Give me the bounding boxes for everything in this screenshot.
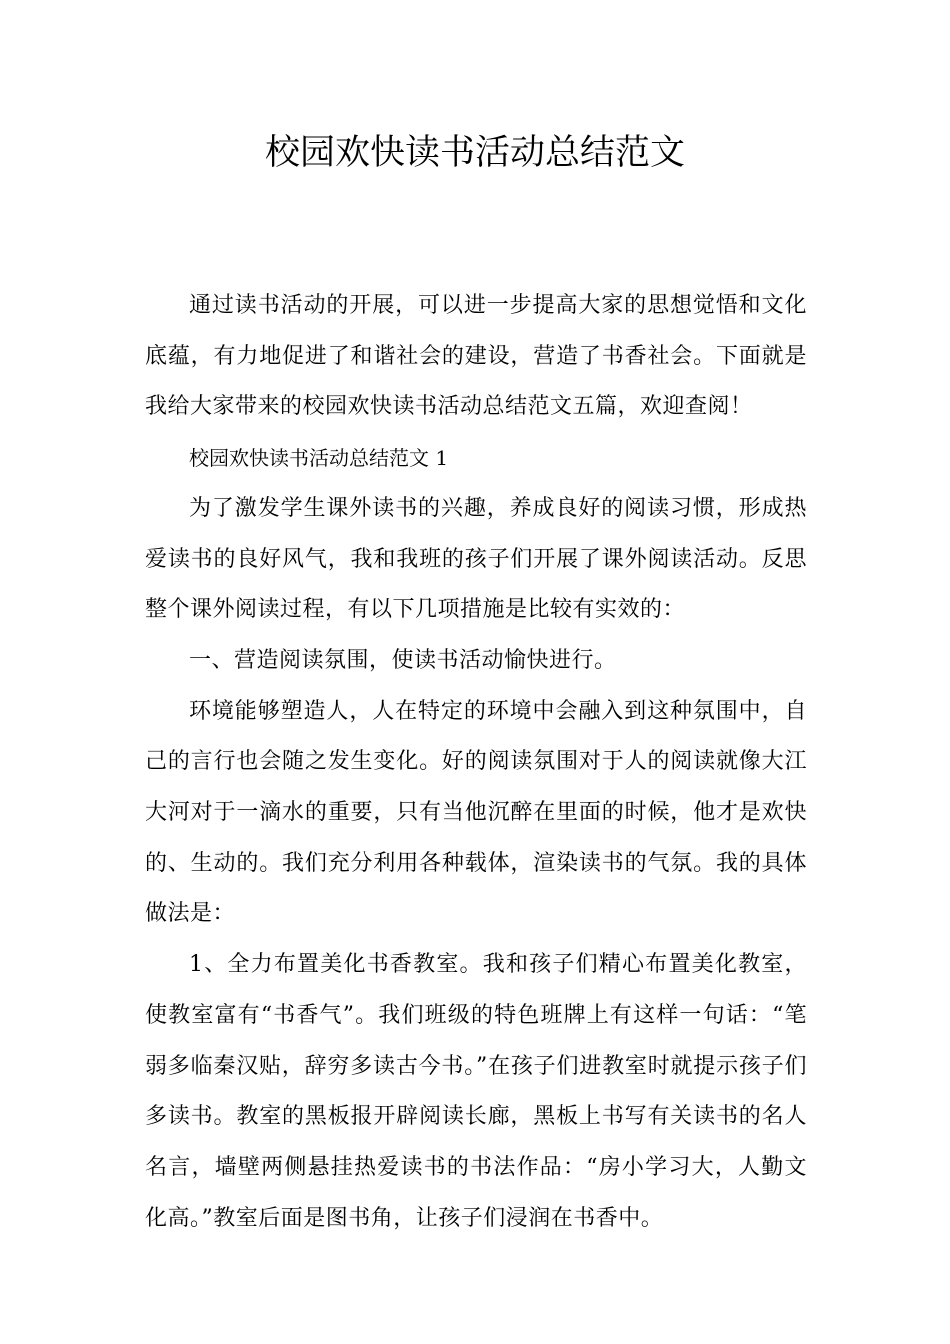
body-paragraph: 环境能够塑造人，人在特定的环境中会融入到这种氛围中，自己的言行也会随之发生变化。好的阅读氛围对于人的阅读就像大江大河对于一滴水的重要，只有当他沉醉在里面的时候，他才是欢快的、生动的。我们充分利用各种载体，渲染读书的气氛。我的具体做法是： — [145, 698, 807, 927]
body-paragraph: 1、全力布置美化书香教室。我和孩子们精心布置美化教室，使教室富有“书香气”。我们班级的特色班牌上有这样一句话：“笔弱多临秦汉贴，辞穷多读古今书。”在孩子们进教室时就提示孩子们多读书。教室的黑板报开辟阅读长廊，黑板上书写有关读书的名人名言，墙壁两侧悬挂热爱读书的书法作品：“房小学习大，人勤文化高。”教室后面是图书角，让孩子们浸润在书香中。 — [145, 952, 807, 1231]
intro-paragraph: 通过读书活动的开展，可以进一步提高大家的思想觉悟和文化底蕴，有力地促进了和谐社会的建设，营造了书香社会。下面就是我给大家带来的校园欢快读书活动总结范文五篇，欢迎查阅！ — [145, 293, 807, 420]
section-heading: 校园欢快读书活动总结范文 1 — [189, 446, 449, 471]
body-paragraph: 为了激发学生课外读书的兴趣，养成良好的阅读习惯，形成热爱读书的良好风气，我和我班的孩子们开展了课外阅读活动。反思整个课外阅读过程，有以下几项措施是比较有实效的： — [145, 495, 807, 623]
document-title: 校园欢快读书活动总结范文 — [264, 133, 685, 173]
subsection-heading: 一、营造阅读氛围，使读书活动愉快进行。 — [189, 647, 617, 673]
document-body — [145, 281, 807, 1244]
